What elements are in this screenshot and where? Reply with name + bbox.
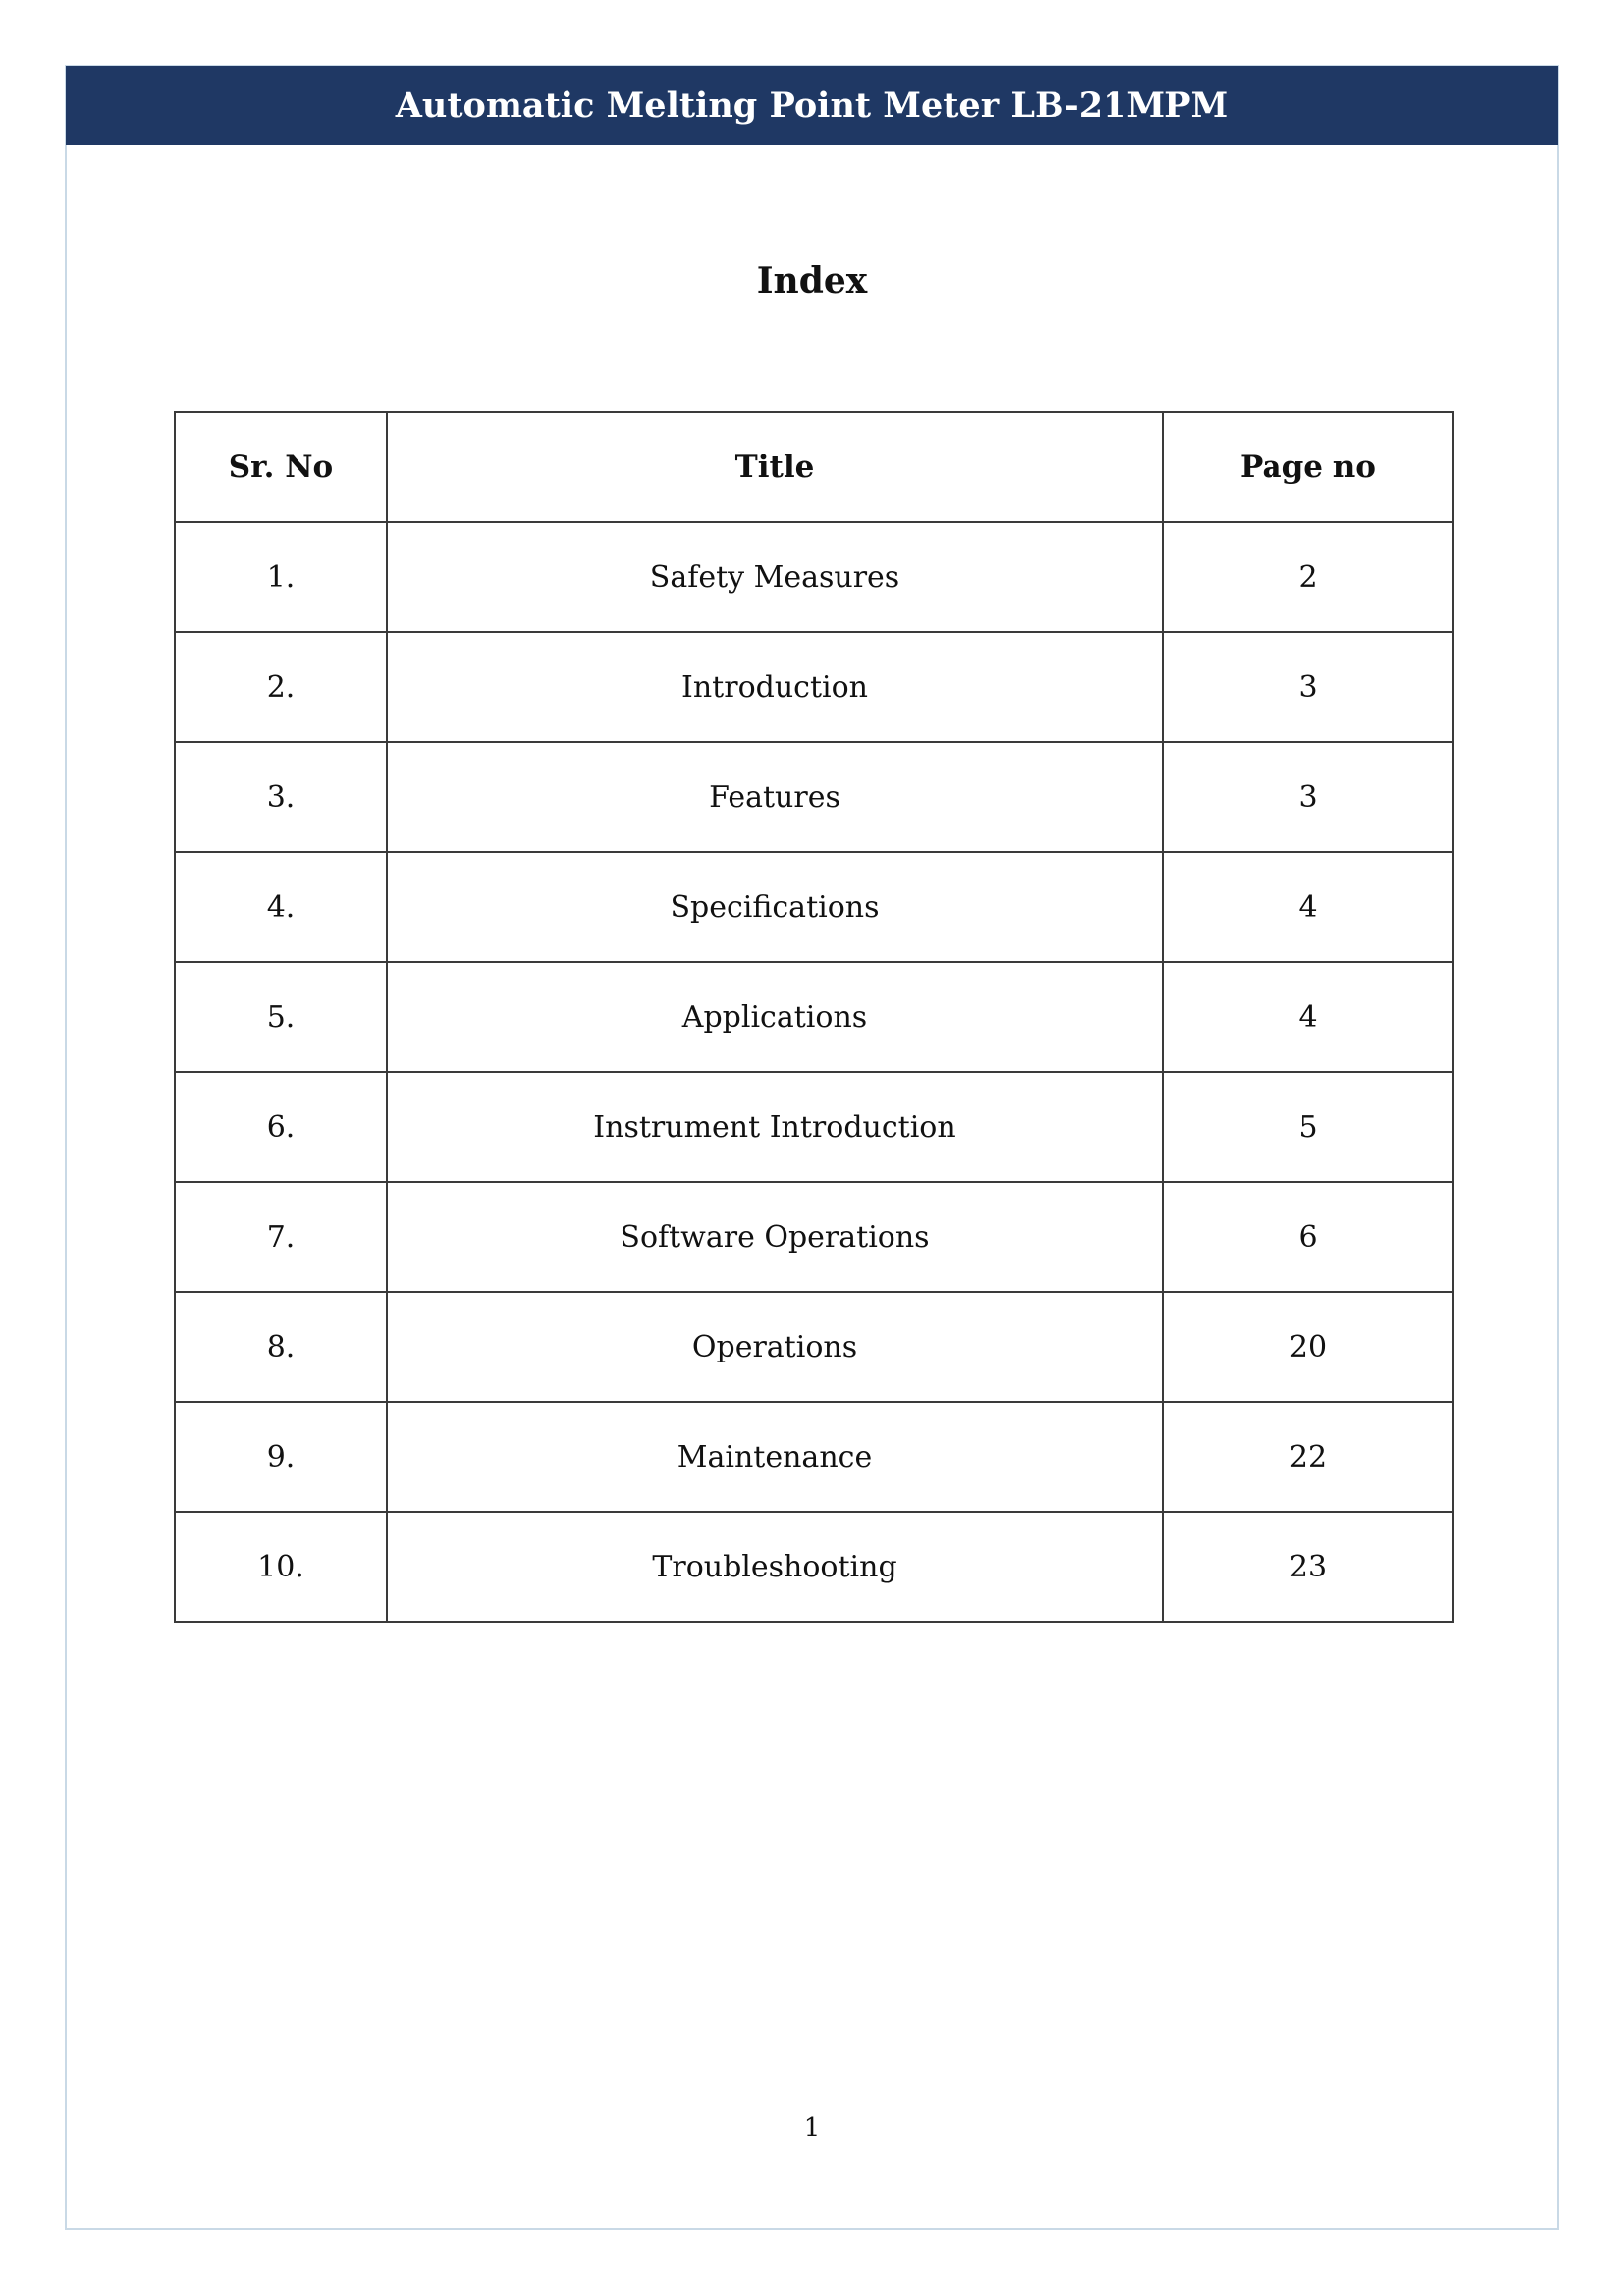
title-cell: Applications (387, 962, 1163, 1072)
table-row (175, 1072, 1453, 1182)
table-row (175, 1512, 1453, 1622)
table-header-row (175, 412, 1453, 522)
sr-no-cell: 8. (175, 1292, 387, 1402)
document-header (66, 66, 1558, 145)
sr-no-cell: 2. (175, 632, 387, 742)
sr-no-cell: 1. (175, 522, 387, 632)
table-row (175, 1292, 1453, 1402)
table-row (175, 962, 1453, 1072)
page-no-cell: 4 (1163, 852, 1453, 962)
column-header-page-no: Page no (1163, 412, 1453, 522)
page-no-cell: 3 (1163, 632, 1453, 742)
table-row (175, 1182, 1453, 1292)
table-row (175, 632, 1453, 742)
title-cell: Introduction (387, 632, 1163, 742)
page-no-cell: 23 (1163, 1512, 1453, 1622)
page-no-cell: 6 (1163, 1182, 1453, 1292)
page-no-cell: 2 (1163, 522, 1453, 632)
sr-no-cell: 5. (175, 962, 387, 1072)
table-row (175, 1402, 1453, 1512)
sr-no-cell: 4. (175, 852, 387, 962)
column-header-title: Title (387, 412, 1163, 522)
page-no-cell: 4 (1163, 962, 1453, 1072)
document-title: Automatic Melting Point Meter LB-21MPM (395, 85, 1229, 126)
title-cell: Operations (387, 1292, 1163, 1402)
title-cell: Troubleshooting (387, 1512, 1163, 1622)
page-no-cell: 22 (1163, 1402, 1453, 1512)
sr-no-cell: 10. (175, 1512, 387, 1622)
sr-no-cell: 7. (175, 1182, 387, 1292)
title-cell: Safety Measures (387, 522, 1163, 632)
index-table (174, 411, 1454, 1623)
table-row (175, 522, 1453, 632)
page-no-cell: 20 (1163, 1292, 1453, 1402)
sr-no-cell: 6. (175, 1072, 387, 1182)
sr-no-cell: 3. (175, 742, 387, 852)
title-cell: Software Operations (387, 1182, 1163, 1292)
page-no-cell: 5 (1163, 1072, 1453, 1182)
page-number: 1 (803, 2113, 821, 2143)
sr-no-cell: 9. (175, 1402, 387, 1512)
title-cell: Specifications (387, 852, 1163, 962)
title-cell: Instrument Introduction (387, 1072, 1163, 1182)
title-cell: Maintenance (387, 1402, 1163, 1512)
table-row (175, 852, 1453, 962)
column-header-sr-no: Sr. No (175, 412, 387, 522)
title-cell: Features (387, 742, 1163, 852)
table-row (175, 742, 1453, 852)
page-no-cell: 3 (1163, 742, 1453, 852)
index-heading: Index (756, 260, 868, 301)
